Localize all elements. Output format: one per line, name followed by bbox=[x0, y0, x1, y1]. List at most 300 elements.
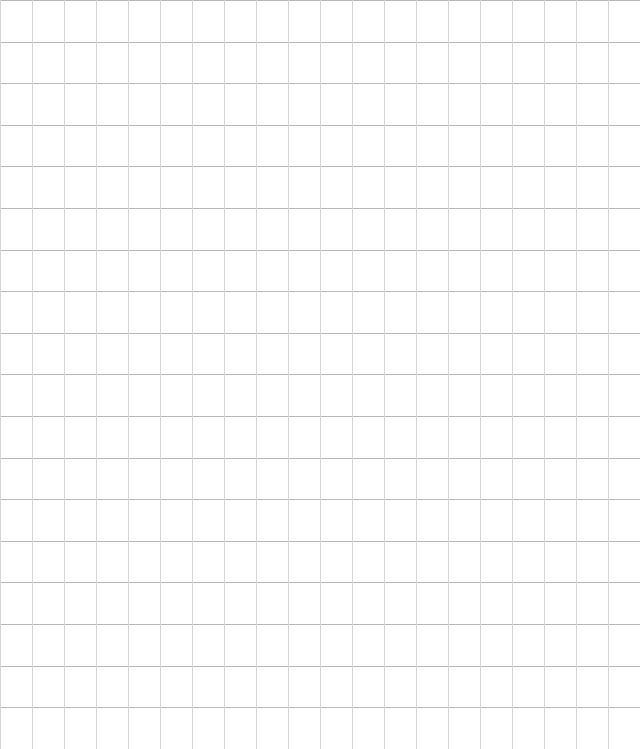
grid-character bbox=[384, 708, 416, 748]
grid-character bbox=[160, 459, 192, 499]
grid-character bbox=[224, 459, 256, 499]
grid-character bbox=[192, 625, 224, 665]
grid-character bbox=[96, 542, 128, 582]
grid-character bbox=[160, 375, 192, 415]
grid-character bbox=[576, 667, 608, 707]
grid-character bbox=[224, 417, 256, 457]
grid-character bbox=[352, 209, 384, 249]
grid-character bbox=[32, 583, 64, 623]
grid-character bbox=[0, 708, 32, 748]
grid-character bbox=[64, 500, 96, 540]
grid-character bbox=[96, 375, 128, 415]
grid-character bbox=[256, 583, 288, 623]
grid-character bbox=[576, 251, 608, 291]
grid-character bbox=[480, 375, 512, 415]
grid-character bbox=[160, 625, 192, 665]
grid-character bbox=[288, 542, 320, 582]
grid-character bbox=[352, 292, 384, 332]
grid-character bbox=[96, 209, 128, 249]
grid-character bbox=[480, 667, 512, 707]
grid-character bbox=[224, 583, 256, 623]
grid-character bbox=[448, 667, 480, 707]
grid-character bbox=[576, 84, 608, 124]
essay-line bbox=[0, 333, 640, 375]
grid-character bbox=[32, 708, 64, 748]
grid-character bbox=[256, 542, 288, 582]
grid-character bbox=[0, 43, 32, 83]
essay-line bbox=[0, 250, 640, 292]
grid-character bbox=[32, 209, 64, 249]
grid-character bbox=[160, 708, 192, 748]
grid-character bbox=[480, 625, 512, 665]
grid-character bbox=[96, 708, 128, 748]
grid-character bbox=[480, 500, 512, 540]
grid-character bbox=[0, 667, 32, 707]
grid-character bbox=[224, 126, 256, 166]
grid-character bbox=[480, 251, 512, 291]
grid-character bbox=[416, 334, 448, 374]
grid-character bbox=[576, 375, 608, 415]
grid-character bbox=[608, 1, 640, 41]
grid-character bbox=[384, 167, 416, 207]
grid-character bbox=[320, 251, 352, 291]
grid-character bbox=[32, 459, 64, 499]
grid-character bbox=[448, 167, 480, 207]
grid-character bbox=[0, 625, 32, 665]
grid-character bbox=[352, 43, 384, 83]
grid-character bbox=[576, 625, 608, 665]
grid-character bbox=[544, 126, 576, 166]
grid-character bbox=[544, 84, 576, 124]
grid-character bbox=[608, 84, 640, 124]
grid-character bbox=[128, 292, 160, 332]
grid-character bbox=[256, 334, 288, 374]
essay-line bbox=[0, 458, 640, 500]
grid-character bbox=[320, 542, 352, 582]
grid-character bbox=[288, 459, 320, 499]
grid-character bbox=[0, 167, 32, 207]
grid-character bbox=[480, 334, 512, 374]
grid-character bbox=[544, 209, 576, 249]
grid-character bbox=[384, 334, 416, 374]
grid-character bbox=[416, 667, 448, 707]
grid-character bbox=[192, 292, 224, 332]
grid-character bbox=[224, 167, 256, 207]
grid-character bbox=[256, 708, 288, 748]
grid-character bbox=[352, 542, 384, 582]
grid-character bbox=[544, 708, 576, 748]
grid-character bbox=[448, 43, 480, 83]
grid-character bbox=[576, 500, 608, 540]
grid-character bbox=[384, 1, 416, 41]
grid-character bbox=[256, 43, 288, 83]
grid-character bbox=[192, 708, 224, 748]
grid-character bbox=[416, 84, 448, 124]
grid-character bbox=[480, 292, 512, 332]
grid-character bbox=[160, 583, 192, 623]
grid-character bbox=[32, 667, 64, 707]
grid-character bbox=[608, 292, 640, 332]
grid-character bbox=[544, 417, 576, 457]
grid-character bbox=[256, 251, 288, 291]
essay-line bbox=[0, 624, 640, 666]
grid-character bbox=[160, 1, 192, 41]
grid-character bbox=[320, 667, 352, 707]
grid-character bbox=[288, 209, 320, 249]
grid-character bbox=[192, 667, 224, 707]
grid-character bbox=[256, 375, 288, 415]
grid-character bbox=[608, 375, 640, 415]
grid-character bbox=[384, 292, 416, 332]
grid-character bbox=[608, 625, 640, 665]
grid-character bbox=[160, 417, 192, 457]
grid-character bbox=[544, 292, 576, 332]
grid-character bbox=[224, 500, 256, 540]
grid-character bbox=[512, 667, 544, 707]
grid-character bbox=[288, 1, 320, 41]
grid-character bbox=[320, 334, 352, 374]
grid-character bbox=[512, 625, 544, 665]
grid-character bbox=[192, 1, 224, 41]
grid-character bbox=[64, 209, 96, 249]
grid-character bbox=[288, 708, 320, 748]
grid-character bbox=[192, 43, 224, 83]
grid-character bbox=[64, 375, 96, 415]
grid-character bbox=[160, 334, 192, 374]
grid-character bbox=[128, 708, 160, 748]
grid-character bbox=[160, 126, 192, 166]
grid-character bbox=[64, 43, 96, 83]
grid-character bbox=[480, 1, 512, 41]
grid-character bbox=[352, 84, 384, 124]
grid-character bbox=[544, 375, 576, 415]
grid-character bbox=[320, 708, 352, 748]
grid-character bbox=[96, 43, 128, 83]
grid-character bbox=[448, 84, 480, 124]
grid-character bbox=[256, 417, 288, 457]
grid-character bbox=[160, 43, 192, 83]
grid-character bbox=[416, 542, 448, 582]
grid-character bbox=[480, 542, 512, 582]
grid-character bbox=[384, 500, 416, 540]
grid-character bbox=[192, 334, 224, 374]
grid-character bbox=[352, 459, 384, 499]
grid-character bbox=[64, 542, 96, 582]
grid-character bbox=[192, 542, 224, 582]
grid-character bbox=[128, 375, 160, 415]
grid-character bbox=[480, 459, 512, 499]
grid-character bbox=[320, 126, 352, 166]
grid-character bbox=[448, 625, 480, 665]
grid-character bbox=[288, 500, 320, 540]
grid-character bbox=[544, 542, 576, 582]
grid-character bbox=[256, 459, 288, 499]
grid-character bbox=[448, 209, 480, 249]
grid-character bbox=[128, 334, 160, 374]
essay-line bbox=[0, 499, 640, 541]
grid-character bbox=[128, 417, 160, 457]
grid-character bbox=[128, 167, 160, 207]
grid-character bbox=[128, 43, 160, 83]
grid-character bbox=[96, 126, 128, 166]
grid-character bbox=[32, 542, 64, 582]
grid-character bbox=[0, 1, 32, 41]
grid-character bbox=[448, 251, 480, 291]
grid-character bbox=[192, 167, 224, 207]
grid-character bbox=[320, 500, 352, 540]
grid-character bbox=[416, 417, 448, 457]
grid-character bbox=[416, 625, 448, 665]
grid-character bbox=[288, 667, 320, 707]
grid-character bbox=[512, 500, 544, 540]
grid-character bbox=[0, 251, 32, 291]
grid-character bbox=[224, 708, 256, 748]
grid-character bbox=[352, 500, 384, 540]
grid-character bbox=[608, 542, 640, 582]
grid-character bbox=[384, 43, 416, 83]
grid-character bbox=[480, 126, 512, 166]
grid-character bbox=[416, 1, 448, 41]
grid-character bbox=[512, 43, 544, 83]
grid-character bbox=[0, 126, 32, 166]
grid-character bbox=[32, 84, 64, 124]
grid-character bbox=[224, 375, 256, 415]
grid-character bbox=[416, 126, 448, 166]
grid-character bbox=[576, 292, 608, 332]
grid-character bbox=[416, 375, 448, 415]
grid-character bbox=[128, 126, 160, 166]
grid-character bbox=[256, 126, 288, 166]
grid-character bbox=[288, 625, 320, 665]
grid-character bbox=[608, 667, 640, 707]
grid-character bbox=[448, 459, 480, 499]
grid-character bbox=[32, 625, 64, 665]
grid-character bbox=[288, 334, 320, 374]
grid-character bbox=[416, 209, 448, 249]
grid-character bbox=[64, 334, 96, 374]
grid-character bbox=[416, 292, 448, 332]
grid-character bbox=[608, 251, 640, 291]
grid-character bbox=[480, 84, 512, 124]
grid-character bbox=[480, 209, 512, 249]
essay-line bbox=[0, 125, 640, 167]
grid-character bbox=[576, 708, 608, 748]
grid-character bbox=[96, 459, 128, 499]
grid-character bbox=[576, 126, 608, 166]
grid-character bbox=[0, 542, 32, 582]
grid-character bbox=[544, 167, 576, 207]
grid-character bbox=[224, 43, 256, 83]
grid-character bbox=[32, 417, 64, 457]
grid-character bbox=[352, 708, 384, 748]
grid-character bbox=[256, 84, 288, 124]
grid-character bbox=[320, 625, 352, 665]
grid-character bbox=[480, 167, 512, 207]
grid-character bbox=[448, 375, 480, 415]
grid-character bbox=[96, 251, 128, 291]
grid-character bbox=[192, 459, 224, 499]
grid-character bbox=[0, 583, 32, 623]
essay-title-row bbox=[0, 0, 640, 42]
grid-character bbox=[160, 542, 192, 582]
grid-character bbox=[320, 167, 352, 207]
grid-character bbox=[288, 43, 320, 83]
grid-character bbox=[608, 126, 640, 166]
grid-character bbox=[512, 417, 544, 457]
grid-character bbox=[448, 500, 480, 540]
grid-character bbox=[608, 500, 640, 540]
grid-character bbox=[320, 459, 352, 499]
grid-character bbox=[608, 459, 640, 499]
essay-line bbox=[0, 42, 640, 84]
grid-character bbox=[0, 375, 32, 415]
grid-character bbox=[32, 251, 64, 291]
grid-character bbox=[224, 84, 256, 124]
grid-character bbox=[512, 126, 544, 166]
grid-character bbox=[288, 417, 320, 457]
grid-character bbox=[320, 84, 352, 124]
grid-character bbox=[96, 417, 128, 457]
grid-character bbox=[96, 625, 128, 665]
grid-character bbox=[192, 209, 224, 249]
grid-character bbox=[64, 583, 96, 623]
grid-character bbox=[0, 500, 32, 540]
grid-character bbox=[416, 167, 448, 207]
grid-character bbox=[32, 500, 64, 540]
essay-line bbox=[0, 166, 640, 208]
grid-character bbox=[96, 334, 128, 374]
grid-character bbox=[576, 334, 608, 374]
grid-character bbox=[384, 417, 416, 457]
grid-character bbox=[224, 334, 256, 374]
grid-character bbox=[288, 251, 320, 291]
grid-character bbox=[544, 459, 576, 499]
grid-character bbox=[448, 1, 480, 41]
grid-character bbox=[352, 126, 384, 166]
grid-character bbox=[352, 625, 384, 665]
grid-character bbox=[384, 583, 416, 623]
grid-character bbox=[160, 167, 192, 207]
grid-character bbox=[320, 292, 352, 332]
grid-character bbox=[96, 1, 128, 41]
grid-character bbox=[544, 500, 576, 540]
grid-character bbox=[160, 667, 192, 707]
grid-character bbox=[256, 1, 288, 41]
grid-character bbox=[352, 1, 384, 41]
grid-character bbox=[32, 375, 64, 415]
grid-character bbox=[128, 667, 160, 707]
grid-character bbox=[512, 375, 544, 415]
grid-character bbox=[128, 251, 160, 291]
grid-character bbox=[32, 43, 64, 83]
grid-character bbox=[160, 500, 192, 540]
grid-character bbox=[96, 667, 128, 707]
grid-character bbox=[288, 126, 320, 166]
grid-character bbox=[384, 459, 416, 499]
grid-character bbox=[416, 583, 448, 623]
grid-character bbox=[128, 459, 160, 499]
grid-character bbox=[32, 1, 64, 41]
grid-character bbox=[128, 542, 160, 582]
grid-character bbox=[32, 167, 64, 207]
grid-character bbox=[352, 375, 384, 415]
grid-character bbox=[576, 167, 608, 207]
essay-line bbox=[0, 374, 640, 416]
grid-character bbox=[64, 708, 96, 748]
grid-character bbox=[128, 84, 160, 124]
grid-character bbox=[448, 708, 480, 748]
grid-character bbox=[352, 251, 384, 291]
grid-character bbox=[64, 84, 96, 124]
essay-line bbox=[0, 666, 640, 708]
grid-character bbox=[416, 251, 448, 291]
grid-character bbox=[576, 417, 608, 457]
grid-character bbox=[224, 542, 256, 582]
grid-character bbox=[192, 583, 224, 623]
grid-character bbox=[256, 292, 288, 332]
grid-character bbox=[160, 292, 192, 332]
grid-character bbox=[96, 583, 128, 623]
grid-character bbox=[448, 126, 480, 166]
grid-character bbox=[64, 459, 96, 499]
grid-character bbox=[128, 500, 160, 540]
grid-character bbox=[512, 167, 544, 207]
grid-character bbox=[64, 251, 96, 291]
grid-character bbox=[0, 292, 32, 332]
essay-line bbox=[0, 416, 640, 458]
grid-character bbox=[224, 251, 256, 291]
grid-character bbox=[448, 334, 480, 374]
grid-character bbox=[192, 251, 224, 291]
grid-character bbox=[288, 84, 320, 124]
essay-line bbox=[0, 208, 640, 250]
grid-character bbox=[416, 43, 448, 83]
grid-character bbox=[0, 417, 32, 457]
grid-character bbox=[32, 292, 64, 332]
grid-character bbox=[64, 292, 96, 332]
grid-character bbox=[384, 542, 416, 582]
grid-character bbox=[512, 209, 544, 249]
grid-character bbox=[96, 84, 128, 124]
grid-character bbox=[384, 375, 416, 415]
grid-character bbox=[512, 84, 544, 124]
grid-character bbox=[128, 625, 160, 665]
grid-character bbox=[160, 251, 192, 291]
grid-character bbox=[320, 583, 352, 623]
grid-character bbox=[512, 251, 544, 291]
grid-character bbox=[512, 542, 544, 582]
essay-line bbox=[0, 83, 640, 125]
grid-character bbox=[96, 292, 128, 332]
grid-character bbox=[288, 292, 320, 332]
grid-character bbox=[608, 417, 640, 457]
grid-character bbox=[416, 500, 448, 540]
essay-line bbox=[0, 541, 640, 583]
grid-character bbox=[384, 209, 416, 249]
grid-character bbox=[480, 417, 512, 457]
grid-character bbox=[256, 500, 288, 540]
grid-character bbox=[288, 375, 320, 415]
grid-character bbox=[160, 84, 192, 124]
grid-character bbox=[64, 1, 96, 41]
grid-character bbox=[96, 167, 128, 207]
grid-character bbox=[0, 84, 32, 124]
grid-character bbox=[352, 667, 384, 707]
grid-character bbox=[64, 667, 96, 707]
grid-character bbox=[0, 459, 32, 499]
grid-character bbox=[512, 292, 544, 332]
grid-character bbox=[576, 459, 608, 499]
